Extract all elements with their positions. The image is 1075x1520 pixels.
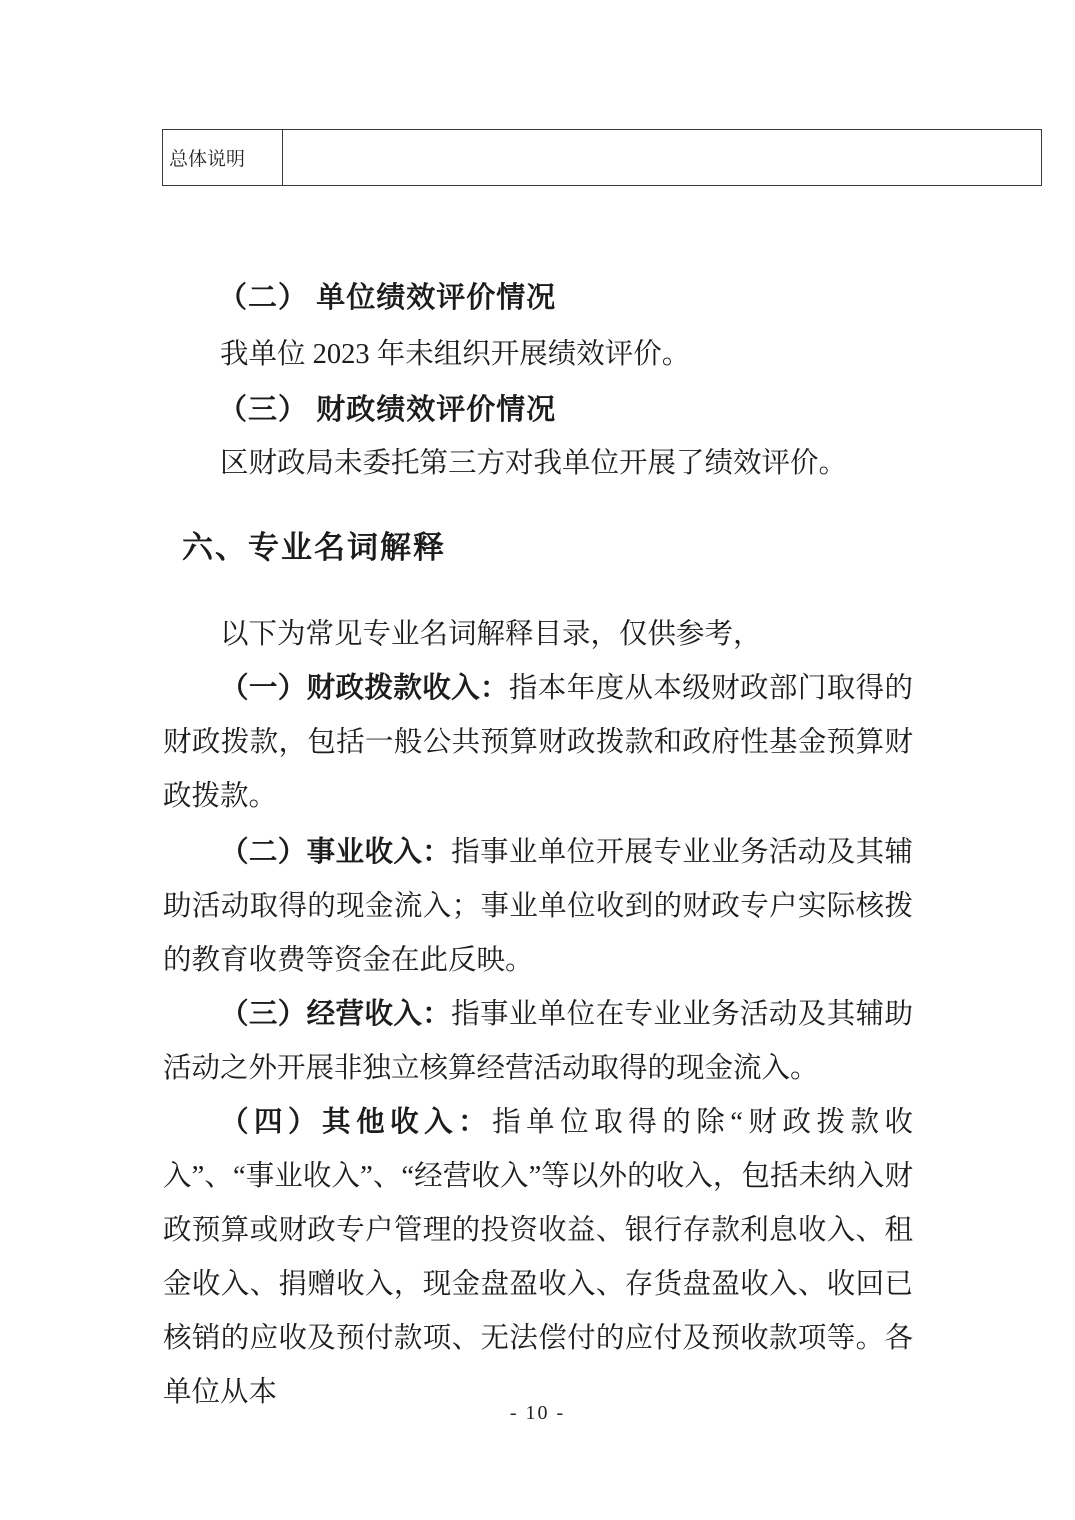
glossary-term-operational-income bbox=[163, 826, 913, 988]
glossary-term-definition: 指事业单位在专业业务活动及其辅助活动之外开展非独立核算经营活动取得的现金流入。 bbox=[163, 999, 913, 1084]
glossary-term-business-income bbox=[163, 988, 913, 1096]
paragraph-finance-performance-evaluation: 区财政局未委托第三方对我单位开展了绩效评价。 bbox=[220, 448, 848, 479]
glossary-term-definition: 指事业单位开展专业业务活动及其辅助活动取得的现金流入；事业单位收到的财政专户实际核拨的教育收费等资金在此反映。 bbox=[163, 837, 913, 976]
summary-table-label: 总体说明 bbox=[163, 130, 283, 186]
glossary-term-other-income bbox=[163, 1096, 913, 1420]
page-number: - 10 - bbox=[509, 1402, 566, 1424]
paragraph-glossary-intro: 以下为常见专业名词解释目录，仅供参考， bbox=[220, 619, 762, 650]
section-title-glossary: 六、专业名词解释 bbox=[182, 530, 446, 565]
summary-table-row bbox=[163, 130, 1042, 186]
summary-table bbox=[162, 129, 1042, 186]
glossary-term-label: （四）其他收入： bbox=[220, 1107, 493, 1138]
paragraph-unit-performance-evaluation: 我单位 2023 年未组织开展绩效评价。 bbox=[220, 339, 691, 370]
glossary-term-label: （一）财政拨款收入： bbox=[220, 673, 509, 704]
glossary-term-definition: 指单位取得的除“财政拨款收入”、“事业收入”、“经营收入”等以外的收入，包括未纳入财政预算或财政专户管理的投资收益、银行存款利息收入、租金收入、捐赠收入，现金盘盈收入、存货盘盈收入、收回已核销的应收及预付款项、无法偿付的应付及预收款项等。各单位从本 bbox=[163, 1107, 913, 1408]
glossary-term-label: （三）经营收入： bbox=[220, 999, 452, 1030]
glossary-term-fiscal-appropriation-income bbox=[163, 662, 913, 824]
heading-finance-performance-evaluation: （三） 财政绩效评价情况 bbox=[218, 394, 557, 426]
summary-table-value bbox=[283, 130, 1042, 186]
document-body bbox=[163, 271, 913, 1420]
glossary-term-definition: 指本年度从本级财政部门取得的财政拨款，包括一般公共预算财政拨款和政府性基金预算财政拨款。 bbox=[163, 673, 913, 812]
glossary-term-label: （二）事业收入： bbox=[220, 837, 452, 868]
heading-unit-performance-evaluation: （二） 单位绩效评价情况 bbox=[218, 282, 557, 314]
